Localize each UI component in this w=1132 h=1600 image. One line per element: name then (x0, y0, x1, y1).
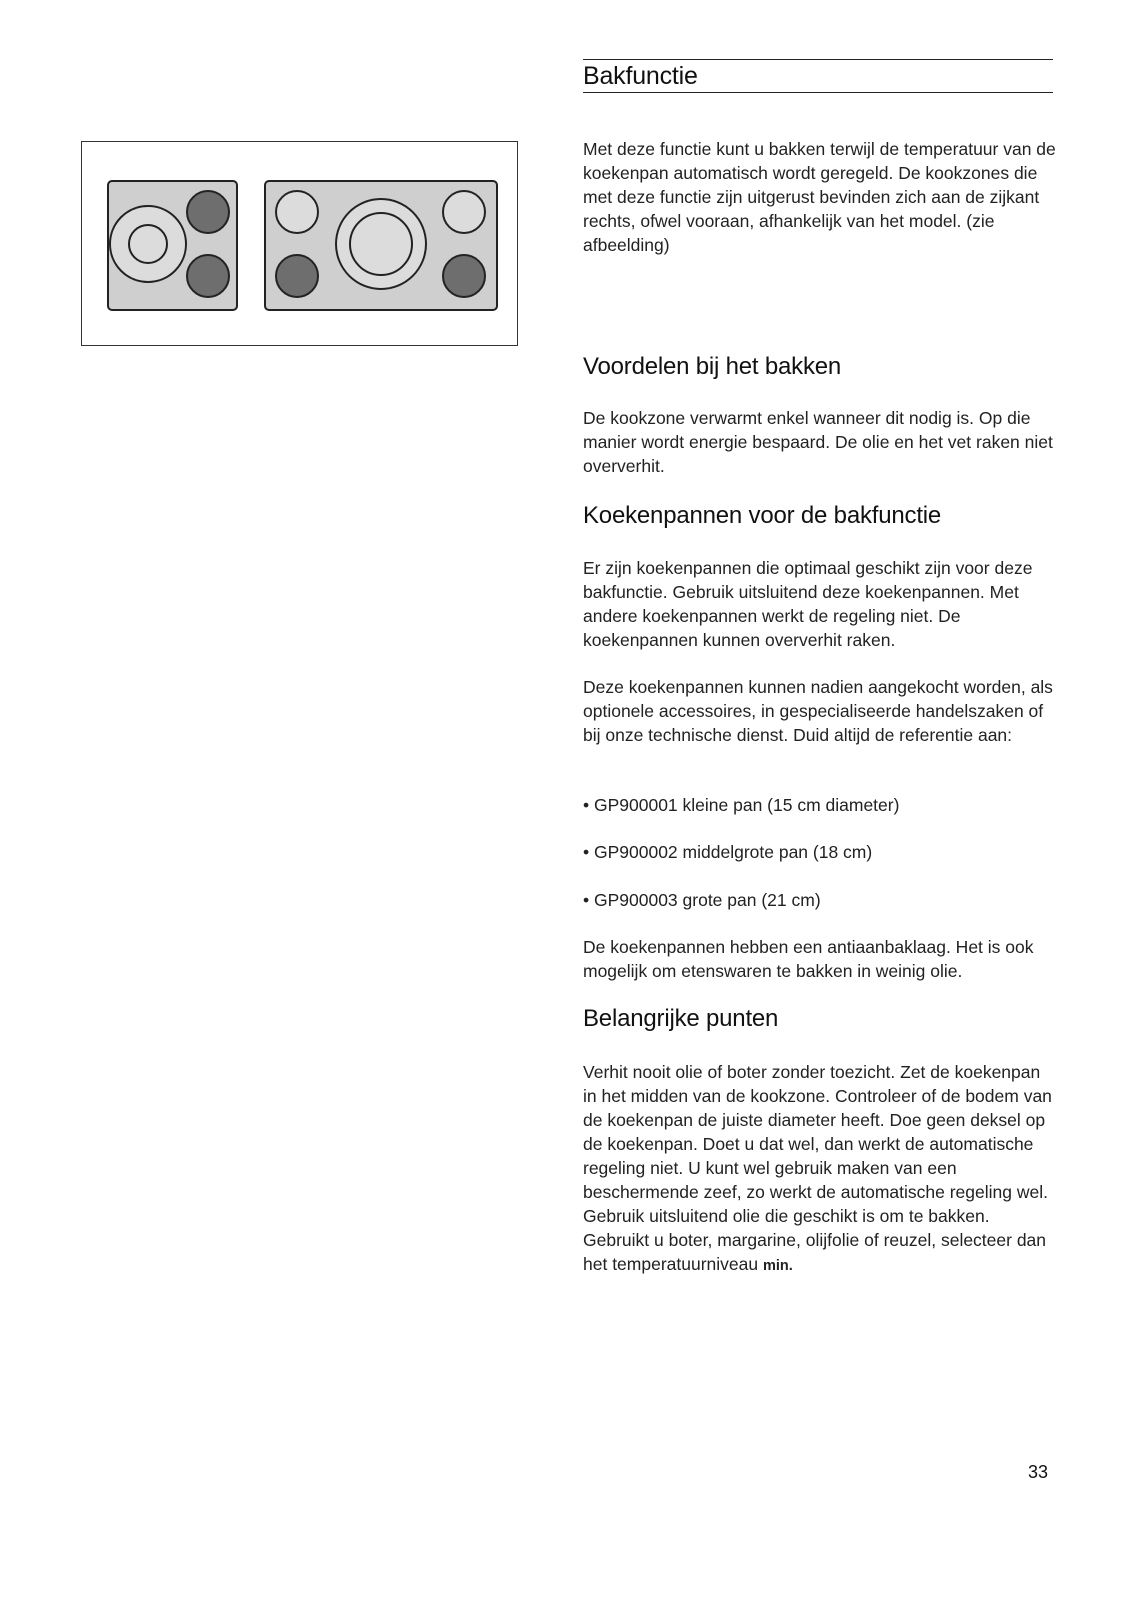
pans-paragraph-1: Er zijn koekenpannen die optimaal geschikt zijn voor deze bakfunctie. Gebruik uitsluitend deze koekenpannen. Met andere koekenpannen werkt de regeling niet. De koekenpannen kunnen oververhit raken. (583, 558, 1033, 650)
zone-left-bottom-frying (187, 255, 229, 297)
page-number: 33 (1028, 1462, 1049, 1482)
important-text: Verhit nooit olie of boter zonder toezicht. Zet de koekenpan in het midden van de kookzone. Controleer of de bodem van de koekenpan de juiste diameter heeft. Doe geen deksel op de koekenpan. Doet u dat wel, dan werkt de automatische regeling niet. U kunt wel gebruik maken van een beschermende zeef, zo werkt de automatische regeling wel. Gebruik uitsluitend olie die geschikt is om te bakken. Gebruikt u boter, margarine, olijfolie of reuzel, selecteer dan het temperatuurniveau (583, 1062, 1052, 1274)
header-rule-top (583, 59, 1053, 60)
header-rule-bottom (583, 92, 1053, 93)
pan-item-small: • GP900001 kleine pan (15 cm diameter) (583, 795, 900, 815)
zone-right-center-inner (350, 213, 412, 275)
advantages-paragraph: De kookzone verwarmt enkel wanneer dit nodig is. Op die manier wordt energie bespaard. De olie en het vet raken niet oververhit. (583, 408, 1053, 476)
pans-paragraph-2: Deze koekenpannen kunnen nadien aangekocht worden, als optionele accessoires, in gespecialiseerde handelszaken of bij onze technische dienst. Duid altijd de referentie aan: (583, 677, 1053, 745)
pan-item-medium: • GP900002 middelgrote pan (18 cm) (583, 842, 873, 862)
zone-right-top-left (276, 191, 318, 233)
pans-heading: Koekenpannen voor de bakfunctie (583, 502, 942, 529)
zone-left-dual-inner (129, 225, 167, 263)
zone-left-top-frying (187, 191, 229, 233)
zone-right-bottom-right-frying (443, 255, 485, 297)
advantages-heading: Voordelen bij het bakken (583, 353, 842, 380)
important-heading: Belangrijke punten (583, 1005, 779, 1032)
pans-paragraph-3: De koekenpannen hebben een antiaanbaklaag. Het is ook mogelijk om etenswaren te bakken in weinig olie. (583, 937, 1034, 981)
zone-right-bottom-left-frying (276, 255, 318, 297)
pan-item-large: • GP900003 grote pan (21 cm) (583, 890, 821, 910)
min-level-label: min. (763, 1258, 793, 1274)
cooktop-illustration (81, 141, 518, 346)
section-title: Bakfunctie (583, 62, 698, 90)
cooktop-diagram (82, 142, 519, 347)
intro-paragraph: Met deze functie kunt u bakken terwijl de temperatuur van de koekenpan automatisch wordt geregeld. De kookzones die met deze functie zijn uitgerust bevinden zich aan de zijkant rechts, ofwel vooraan, afhankelijk van het model. (zie afbeelding) (583, 139, 1056, 255)
zone-right-top-right (443, 191, 485, 233)
important-paragraph (583, 1060, 1058, 1278)
